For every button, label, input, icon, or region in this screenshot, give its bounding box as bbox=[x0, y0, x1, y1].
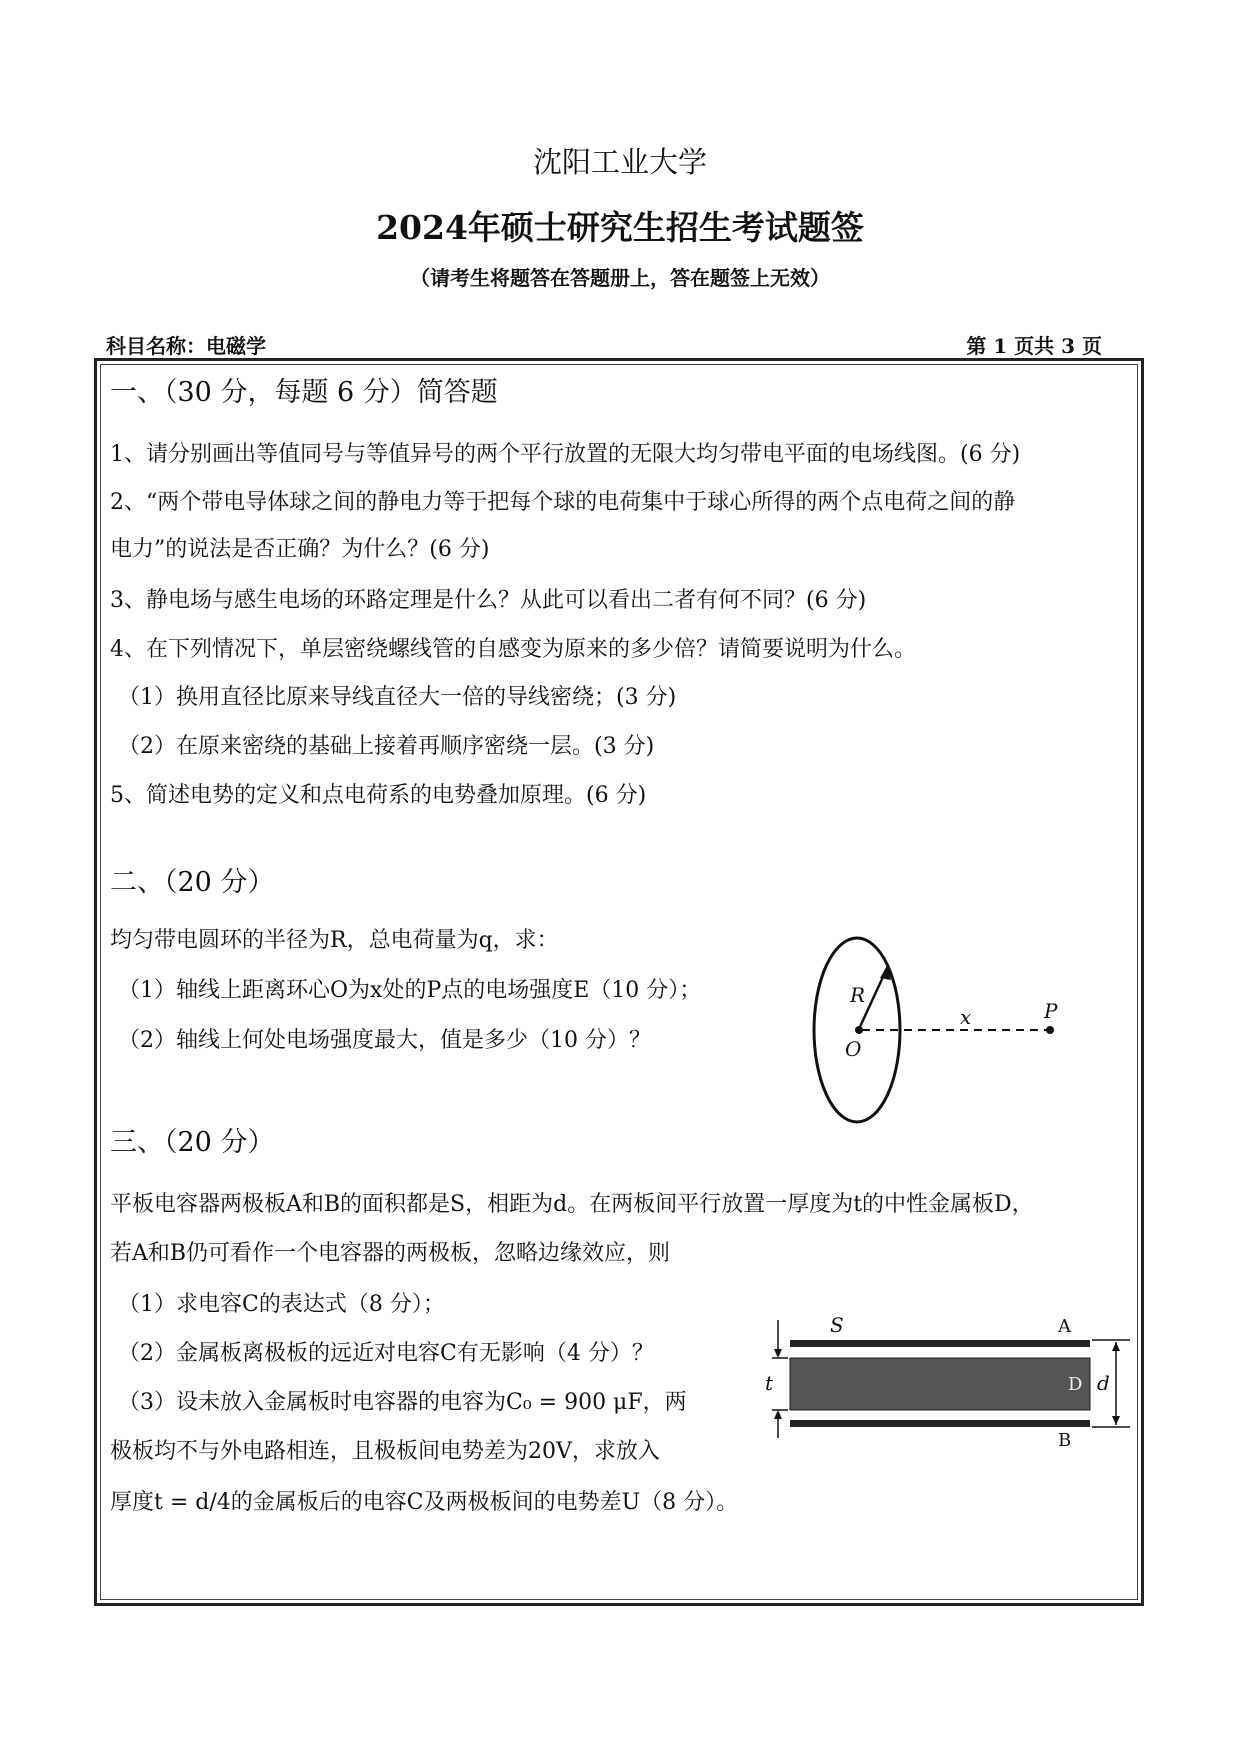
center-point bbox=[855, 1026, 863, 1034]
subject-name: 科目名称：电磁学 bbox=[106, 334, 266, 358]
section3-intro-line2: 若A和B仍可看作一个电容器的两极板，忽略边缘效应，则 bbox=[110, 1241, 671, 1266]
question-1: 1、请分别画出等值同号与等值异号的两个平行放置的无限大均匀带电平面的电场线图。(6 分) bbox=[110, 442, 1021, 467]
label-o: O bbox=[845, 1037, 862, 1061]
label-d-plate: D bbox=[1068, 1374, 1083, 1395]
label-b: B bbox=[1058, 1430, 1072, 1448]
section3-intro-line1: 平板电容器两极板A和B的面积都是S，相距为d。在两板间平行放置一厚度为t的中性金属板D， bbox=[110, 1192, 1034, 1217]
question-4-part2: （2）在原来密绕的基础上接着再顺序密绕一层。(3 分) bbox=[118, 734, 655, 759]
section3-heading: 三、（20 分） bbox=[110, 1127, 275, 1158]
label-p: P bbox=[1044, 999, 1058, 1023]
exam-title: 2024年硕士研究生招生考试题签 bbox=[376, 208, 864, 247]
section3-part1: （1）求电容C的表达式（8 分）； bbox=[118, 1292, 445, 1317]
plate-a bbox=[790, 1340, 1090, 1347]
section3-part3-line3: 厚度t = d/4的金属板后的电容C及两极板间的电势差U（8 分）。 bbox=[110, 1490, 739, 1515]
label-d: d bbox=[1097, 1371, 1110, 1395]
section2-heading: 二、（20 分） bbox=[110, 867, 275, 898]
label-r: R bbox=[850, 983, 866, 1007]
section1-heading: 一、（30 分，每题 6 分）简答题 bbox=[110, 377, 498, 408]
question-2-line1: 2、“两个带电导体球之间的静电力等于把每个球的电荷集中于球心所得的两个点电荷之间的静 bbox=[110, 490, 1016, 515]
section2-part1: （1）轴线上距离环心O为x处的P点的电场强度E（10 分）； bbox=[118, 978, 702, 1003]
section3-part3-line2: 极板均不与外电路相连，且极板间电势差为20V，求放入 bbox=[110, 1439, 660, 1464]
question-3: 3、静电场与感生电场的环路定理是什么？从此可以看出二者有何不同？(6 分) bbox=[110, 588, 867, 613]
section2-part2: （2）轴线上何处电场强度最大，值是多少（10 分）？ bbox=[118, 1028, 651, 1053]
charged-ring-figure bbox=[800, 930, 1080, 1130]
question-4: 4、在下列情况下，单层密绕螺线管的自感变为原来的多少倍？请简要说明为什么。 bbox=[110, 637, 916, 662]
exam-notice: （请考生将题答在答题册上，答在题签上无效） bbox=[410, 266, 830, 290]
metal-plate-d bbox=[790, 1358, 1090, 1410]
school-name: 沈阳工业大学 bbox=[532, 145, 707, 179]
label-x: x bbox=[960, 1005, 972, 1029]
question-2-line2: 电力”的说法是否正确？为什么？(6 分) bbox=[110, 537, 490, 562]
section3-part3-line1: （3）设未放入金属板时电容器的电容为C₀ = 900 μF，两 bbox=[118, 1390, 687, 1415]
label-s: S bbox=[830, 1313, 844, 1337]
plate-b bbox=[790, 1420, 1090, 1427]
question-5: 5、简述电势的定义和点电荷系的电势叠加原理。(6 分) bbox=[110, 783, 647, 808]
label-t: t bbox=[765, 1371, 774, 1395]
question-4-part1: （1）换用直径比原来导线直径大一倍的导线密绕；(3 分) bbox=[118, 685, 677, 710]
section3-part2: （2）金属板离极板的远近对电容C有无影响（4 分）？ bbox=[118, 1341, 654, 1366]
label-a: A bbox=[1058, 1316, 1071, 1337]
capacitor-figure bbox=[760, 1298, 1140, 1448]
page-number: 第 1 页共 3 页 bbox=[966, 334, 1102, 358]
point-p bbox=[1046, 1026, 1054, 1034]
section2-intro: 均匀带电圆环的半径为R，总电荷量为q，求： bbox=[110, 928, 559, 953]
